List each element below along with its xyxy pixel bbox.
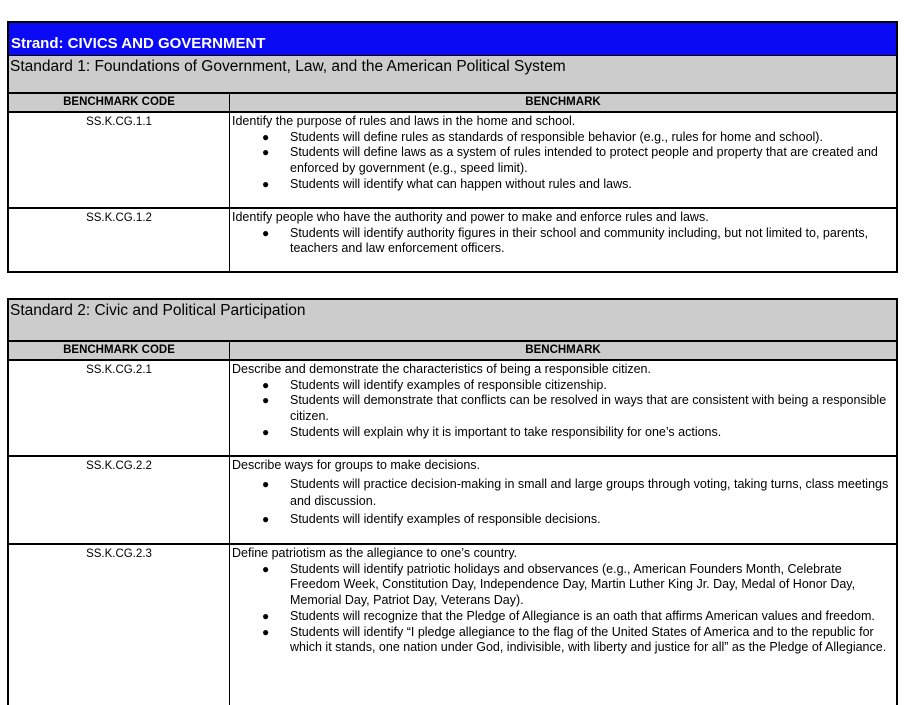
bullet-icon: ● — [262, 561, 270, 576]
bullet-text: Students will define rules as standards of responsible behavior (e.g., rules for home and school). — [290, 129, 823, 144]
bullet-item — [262, 624, 892, 656]
bullet-item — [262, 476, 892, 510]
bullet-icon: ● — [262, 176, 270, 191]
bullet-icon: ● — [262, 377, 270, 392]
bullet-item — [262, 511, 892, 528]
bullet-text: Students will practice decision-making in small and large groups through voting, taking turns, class meetings and discussion. — [290, 476, 889, 508]
benchmark-cell — [230, 457, 896, 543]
column-header-row — [9, 94, 896, 113]
bullet-icon: ● — [262, 393, 270, 408]
bullet-item — [262, 129, 892, 146]
benchmark-text: Identify the purpose of rules and laws in the home and school. — [232, 114, 576, 128]
bullet-text: Students will identify examples of responsible citizenship. — [290, 377, 607, 392]
bullet-item — [262, 424, 892, 441]
bullet-icon: ● — [262, 624, 270, 639]
strand-title: Strand: CIVICS AND GOVERNMENT — [9, 23, 896, 56]
bullet-text: Students will demonstrate that conflicts can be resolved in ways that are consistent with being a responsible citizen. — [290, 393, 887, 424]
benchmark-code: SS.K.CG.2.3 — [9, 545, 230, 705]
column-header-code: BENCHMARK CODE — [9, 342, 230, 359]
bullet-text: Students will identify “I pledge allegiance to the flag of the United States of America and to the republic for which it stands, one nation under God, indivisible, with liberty and justice for all” as the Pledge of Allegiance. — [290, 624, 887, 655]
benchmark-cell — [230, 361, 896, 455]
benchmark-cell — [230, 209, 896, 271]
benchmark-text: Define patriotism as the allegiance to one’s country. — [232, 546, 518, 560]
benchmark-row — [9, 457, 896, 545]
bullet-icon: ● — [262, 608, 270, 623]
bullet-item — [262, 393, 892, 424]
benchmark-bullet-list — [232, 476, 892, 528]
benchmark-cell — [230, 113, 896, 207]
bullet-icon: ● — [262, 511, 270, 526]
bullet-text: Students will identify authority figures in their school and community including, but not limited to, parents, teachers and law enforcement officers. — [290, 225, 869, 256]
standard-1-table — [7, 21, 898, 273]
column-header-code: BENCHMARK CODE — [9, 94, 230, 111]
bullet-text: Students will define laws as a system of rules intended to protect people and property that are created and enforced by government (e.g., speed limit). — [290, 145, 878, 176]
benchmark-row — [9, 209, 896, 271]
column-header-row — [9, 342, 896, 361]
column-header-benchmark: BENCHMARK — [525, 344, 601, 356]
bullet-icon: ● — [262, 129, 270, 144]
bullet-item — [262, 176, 892, 193]
benchmark-bullet-list — [232, 378, 892, 441]
bullet-item — [262, 608, 892, 625]
bullet-text: Students will identify what can happen without rules and laws. — [290, 176, 632, 191]
bullet-item — [262, 561, 892, 609]
benchmark-text: Describe and demonstrate the characteristics of being a responsible citizen. — [232, 362, 651, 376]
standard-2-table — [7, 298, 898, 705]
benchmark-code: SS.K.CG.1.1 — [9, 113, 230, 207]
benchmark-bullet-list — [232, 226, 892, 257]
benchmark-row — [9, 545, 896, 705]
benchmark-code: SS.K.CG.1.2 — [9, 209, 230, 271]
bullet-text: Students will identify patriotic holidays and observances (e.g., American Founders Month, Celebrate Freedom Week, Constitution Day, Independence Day, Martin Luther King Jr. Day, Medal of Honor Day, Memorial Day, Patriot Day, Veterans Day). — [290, 561, 856, 608]
bullet-text: Students will recognize that the Pledge of Allegiance is an oath that affirms American values and freedom. — [290, 608, 875, 623]
bullet-text: Students will identify examples of responsible decisions. — [290, 511, 601, 526]
benchmark-row — [9, 361, 896, 457]
benchmark-cell — [230, 545, 896, 705]
benchmark-row — [9, 113, 896, 209]
bullet-icon: ● — [262, 476, 270, 491]
benchmark-bullet-list — [232, 562, 892, 656]
bullet-text: Students will explain why it is important to take responsibility for one’s actions. — [290, 424, 722, 439]
bullet-icon: ● — [262, 145, 270, 160]
column-header-benchmark: BENCHMARK — [525, 96, 601, 108]
bullet-item — [262, 377, 892, 394]
benchmark-bullet-list — [232, 130, 892, 193]
standard-title: Standard 1: Foundations of Government, Law, and the American Political System — [9, 56, 896, 94]
bullet-icon: ● — [262, 424, 270, 439]
standard-title: Standard 2: Civic and Political Participation — [9, 300, 896, 342]
benchmark-text: Describe ways for groups to make decisions. — [232, 458, 481, 472]
benchmark-text: Identify people who have the authority and power to make and enforce rules and laws. — [232, 210, 709, 224]
benchmark-code: SS.K.CG.2.2 — [9, 457, 230, 543]
benchmark-code: SS.K.CG.2.1 — [9, 361, 230, 455]
bullet-icon: ● — [262, 225, 270, 240]
bullet-item — [262, 225, 892, 257]
bullet-item — [262, 145, 892, 176]
